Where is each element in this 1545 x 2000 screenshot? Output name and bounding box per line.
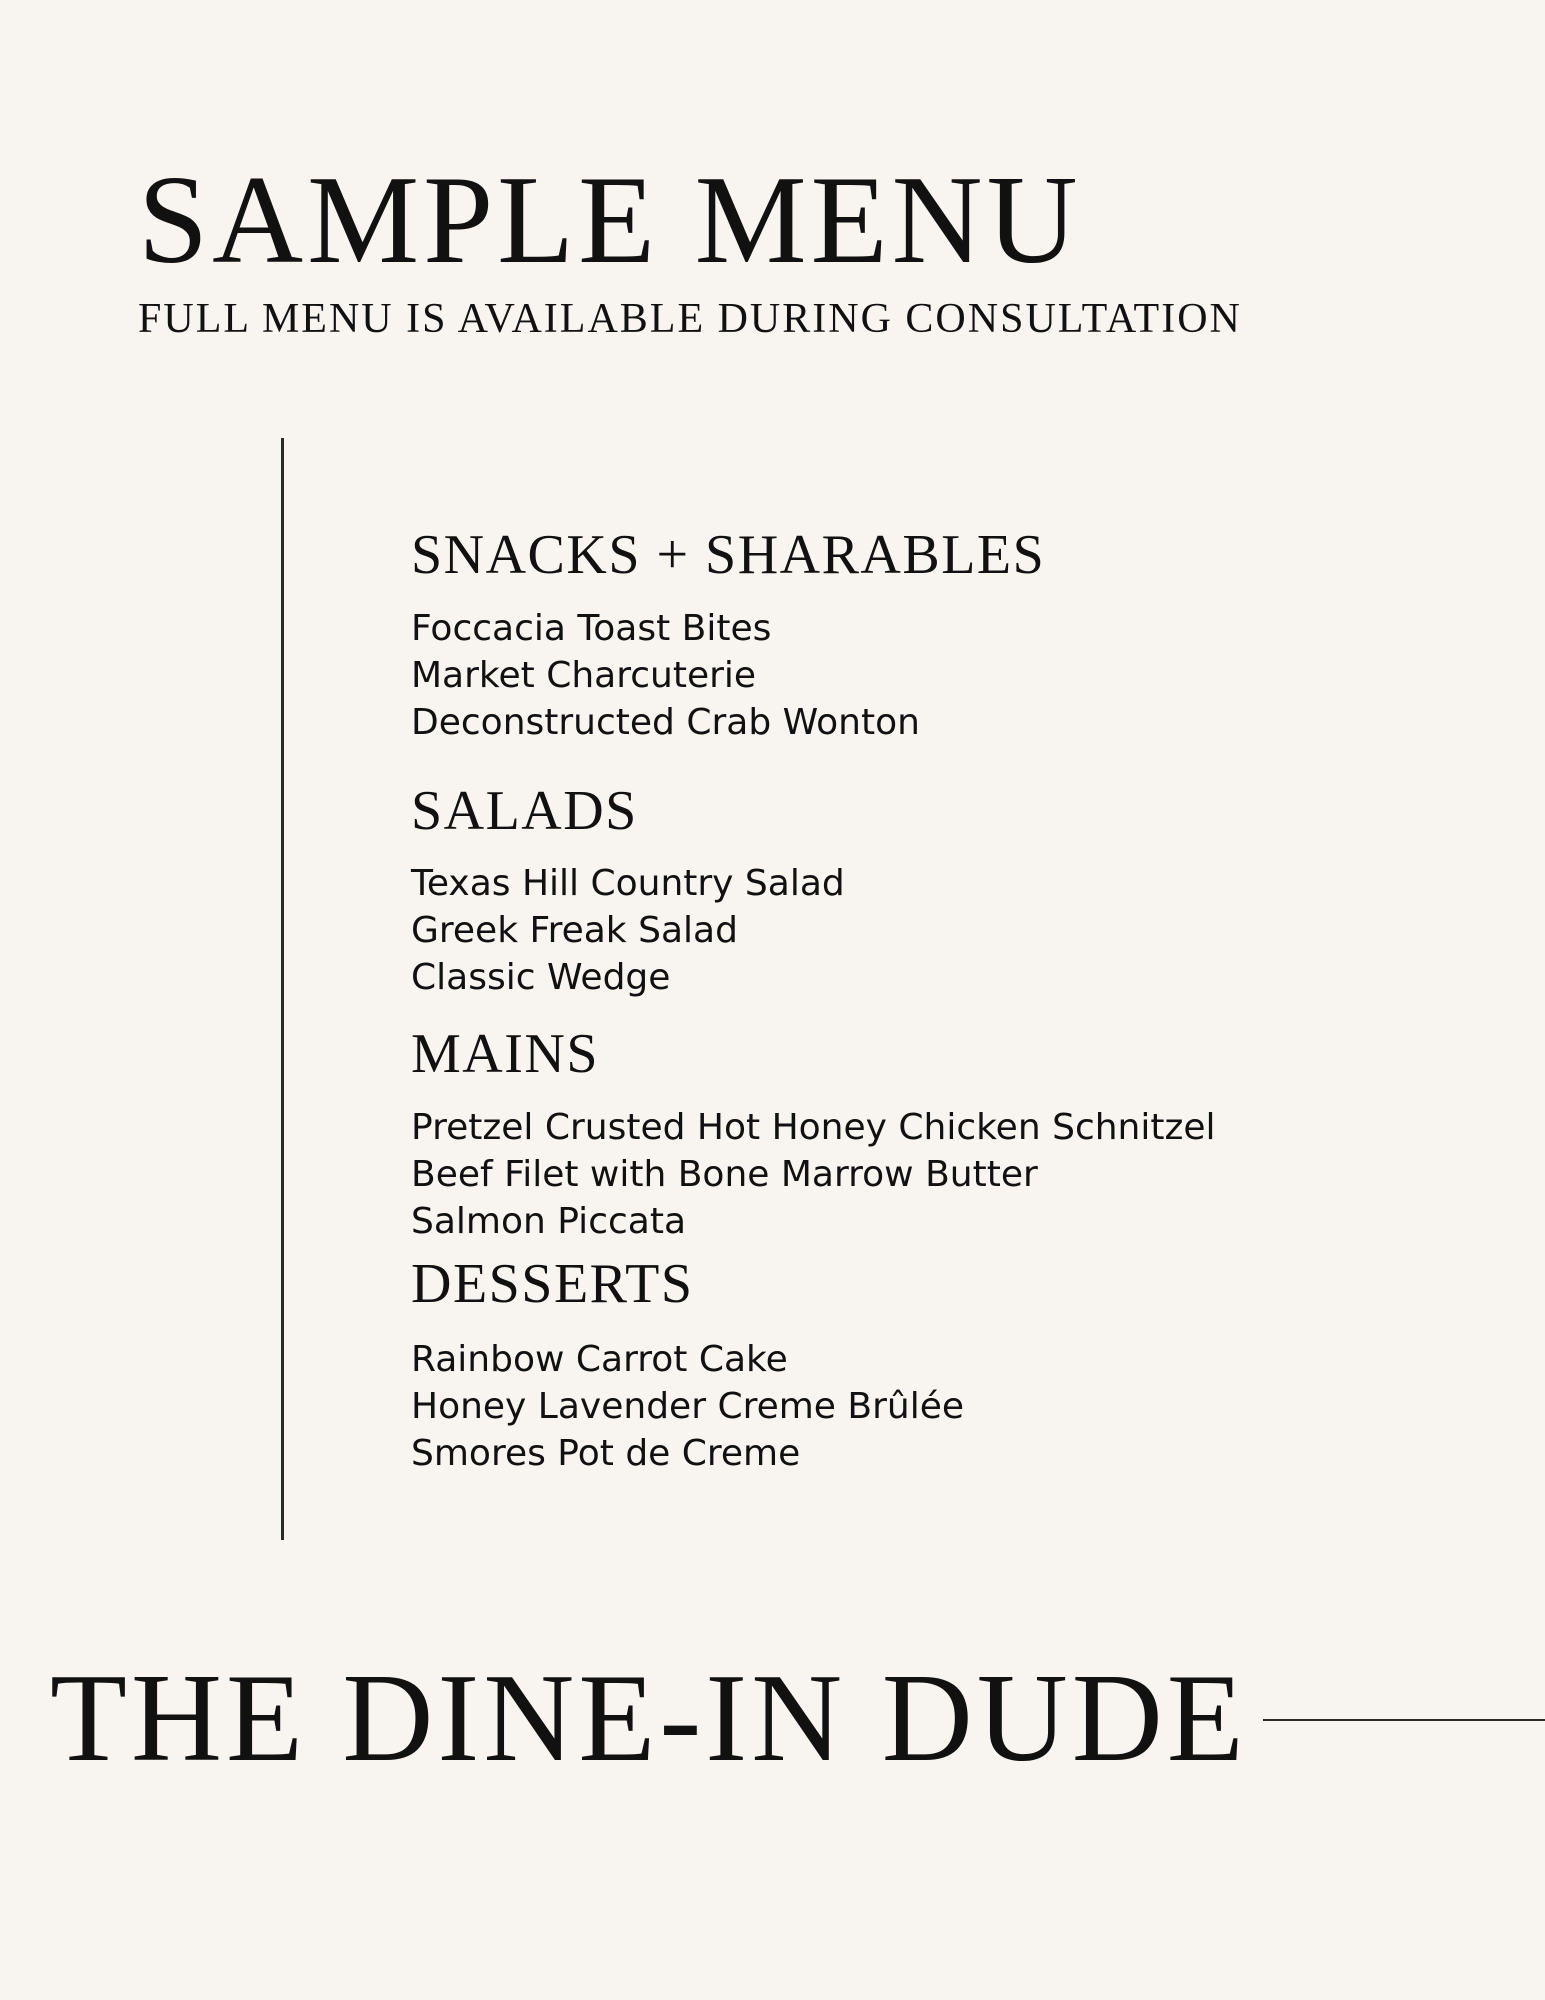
menu-item: Classic Wedge [411,957,671,998]
menu-section-desserts [411,1253,965,1477]
brand-name: THE DINE-IN DUDE [50,1649,1248,1788]
menu-item: Market Charcuterie [411,655,757,696]
menu-item: Foccacia Toast Bites [411,608,772,649]
menu-item: Greek Freak Salad [411,910,738,951]
menu-item: Honey Lavender Creme Brûlée [411,1386,965,1427]
menu-section-salads [411,780,845,1001]
menu-item-list [411,860,845,1001]
vertical-divider [281,438,284,1540]
menu-item: Beef Filet with Bone Marrow Butter [411,1154,1038,1195]
section-heading: SNACKS + SHARABLES [411,524,1046,586]
section-heading: MAINS [411,1023,599,1085]
menu-item: Salmon Piccata [411,1201,687,1242]
page-subtitle: FULL MENU IS AVAILABLE DURING CONSULTATION [138,296,1242,342]
menu-item-list [411,605,1045,746]
section-heading: DESSERTS [411,1253,694,1315]
page-title: SAMPLE MENU [138,151,1082,290]
menu-item: Texas Hill Country Salad [411,863,845,904]
menu-section-snacks-sharables [411,524,1046,746]
menu-item-list [411,1104,1216,1245]
horizontal-divider [1263,1719,1545,1721]
menu-section-mains [411,1023,1216,1245]
menu-item: Deconstructed Crab Wonton [411,702,920,743]
menu-item-list [411,1336,964,1477]
menu-item: Rainbow Carrot Cake [411,1339,788,1380]
menu-item: Pretzel Crusted Hot Honey Chicken Schnitzel [411,1107,1216,1148]
menu-item: Smores Pot de Creme [411,1433,801,1474]
section-heading: SALADS [411,780,638,842]
